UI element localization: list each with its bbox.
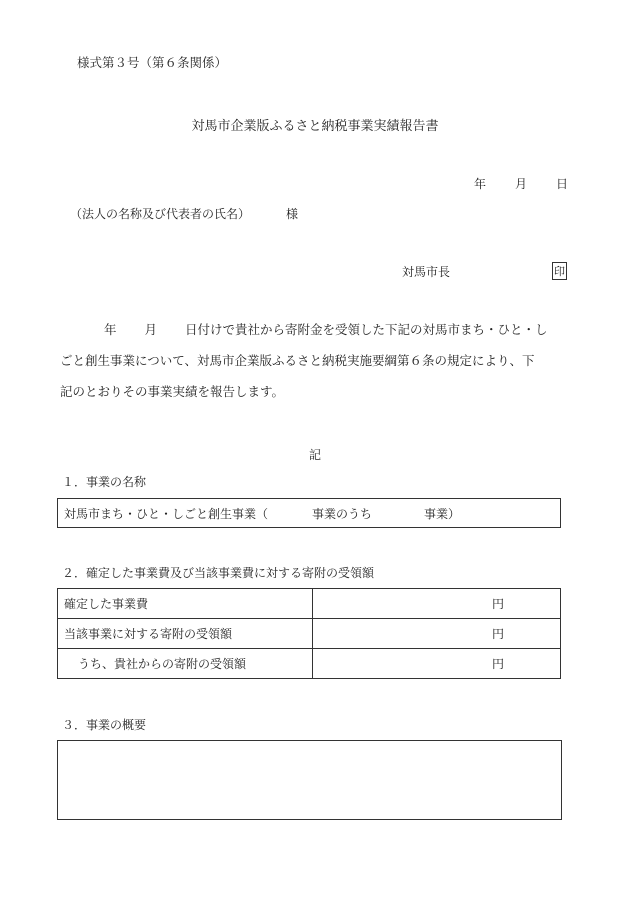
addressee: [70, 208, 298, 220]
ki-heading: 記: [308, 448, 321, 462]
body-month-label: 月: [144, 322, 158, 337]
date-year-label: 年: [474, 177, 487, 191]
table-row: [58, 649, 561, 679]
body-line-2: ごと創生事業について、対馬市企業版ふるさと納税実施要綱第６条の規定により、下: [60, 353, 535, 368]
body-line-1: [60, 324, 548, 337]
body-line-3: 記のとおりその事業実績を報告します。: [60, 384, 285, 399]
project-name-mid: 事業のうち: [312, 506, 373, 521]
cost-label-cell: 確定した事業費: [58, 589, 313, 619]
table-row: [58, 499, 561, 528]
table-row: [58, 619, 561, 649]
section-3-heading: ３．事業の概要: [62, 718, 147, 732]
donation-value-cell[interactable]: 円: [313, 619, 561, 649]
project-summary-box[interactable]: [57, 740, 562, 820]
section-2-heading: ２．確定した事業費及び当該事業費に対する寄附の受領額: [62, 566, 375, 580]
date-month-label: 月: [515, 177, 528, 191]
document-title: 対馬市企業版ふるさと納税事業実績報告書: [191, 119, 439, 134]
project-name-cell[interactable]: [58, 499, 561, 528]
project-name-prefix: 対馬市まち・ひと・しごと創生事業（: [64, 506, 269, 521]
addressee-honorific: 様: [286, 207, 299, 221]
issuer-name: 対馬市長: [402, 265, 451, 279]
company-donation-value-cell[interactable]: 円: [313, 649, 561, 679]
date-day-label: 日: [556, 177, 569, 191]
project-name-table: [57, 498, 561, 528]
body-line-1-text: 日付けで貴社から寄附金を受領した下記の対馬市まち・ひと・し: [185, 322, 548, 337]
body-year-label: 年: [104, 322, 117, 337]
company-donation-label-cell: うち、貴社からの寄附の受領額: [58, 649, 313, 679]
seal-mark: 印: [552, 262, 567, 280]
section-1-heading: １．事業の名称: [62, 475, 147, 489]
project-name-suffix: 事業）: [424, 506, 461, 521]
cost-value-cell[interactable]: 円: [313, 589, 561, 619]
table-row: [58, 589, 561, 619]
cost-table: [57, 588, 561, 679]
addressee-label: （法人の名称及び代表者の氏名）: [70, 207, 251, 221]
form-number: 様式第３号（第６条関係）: [77, 55, 228, 70]
donation-label-cell: 当該事業に対する寄附の受領額: [58, 619, 313, 649]
